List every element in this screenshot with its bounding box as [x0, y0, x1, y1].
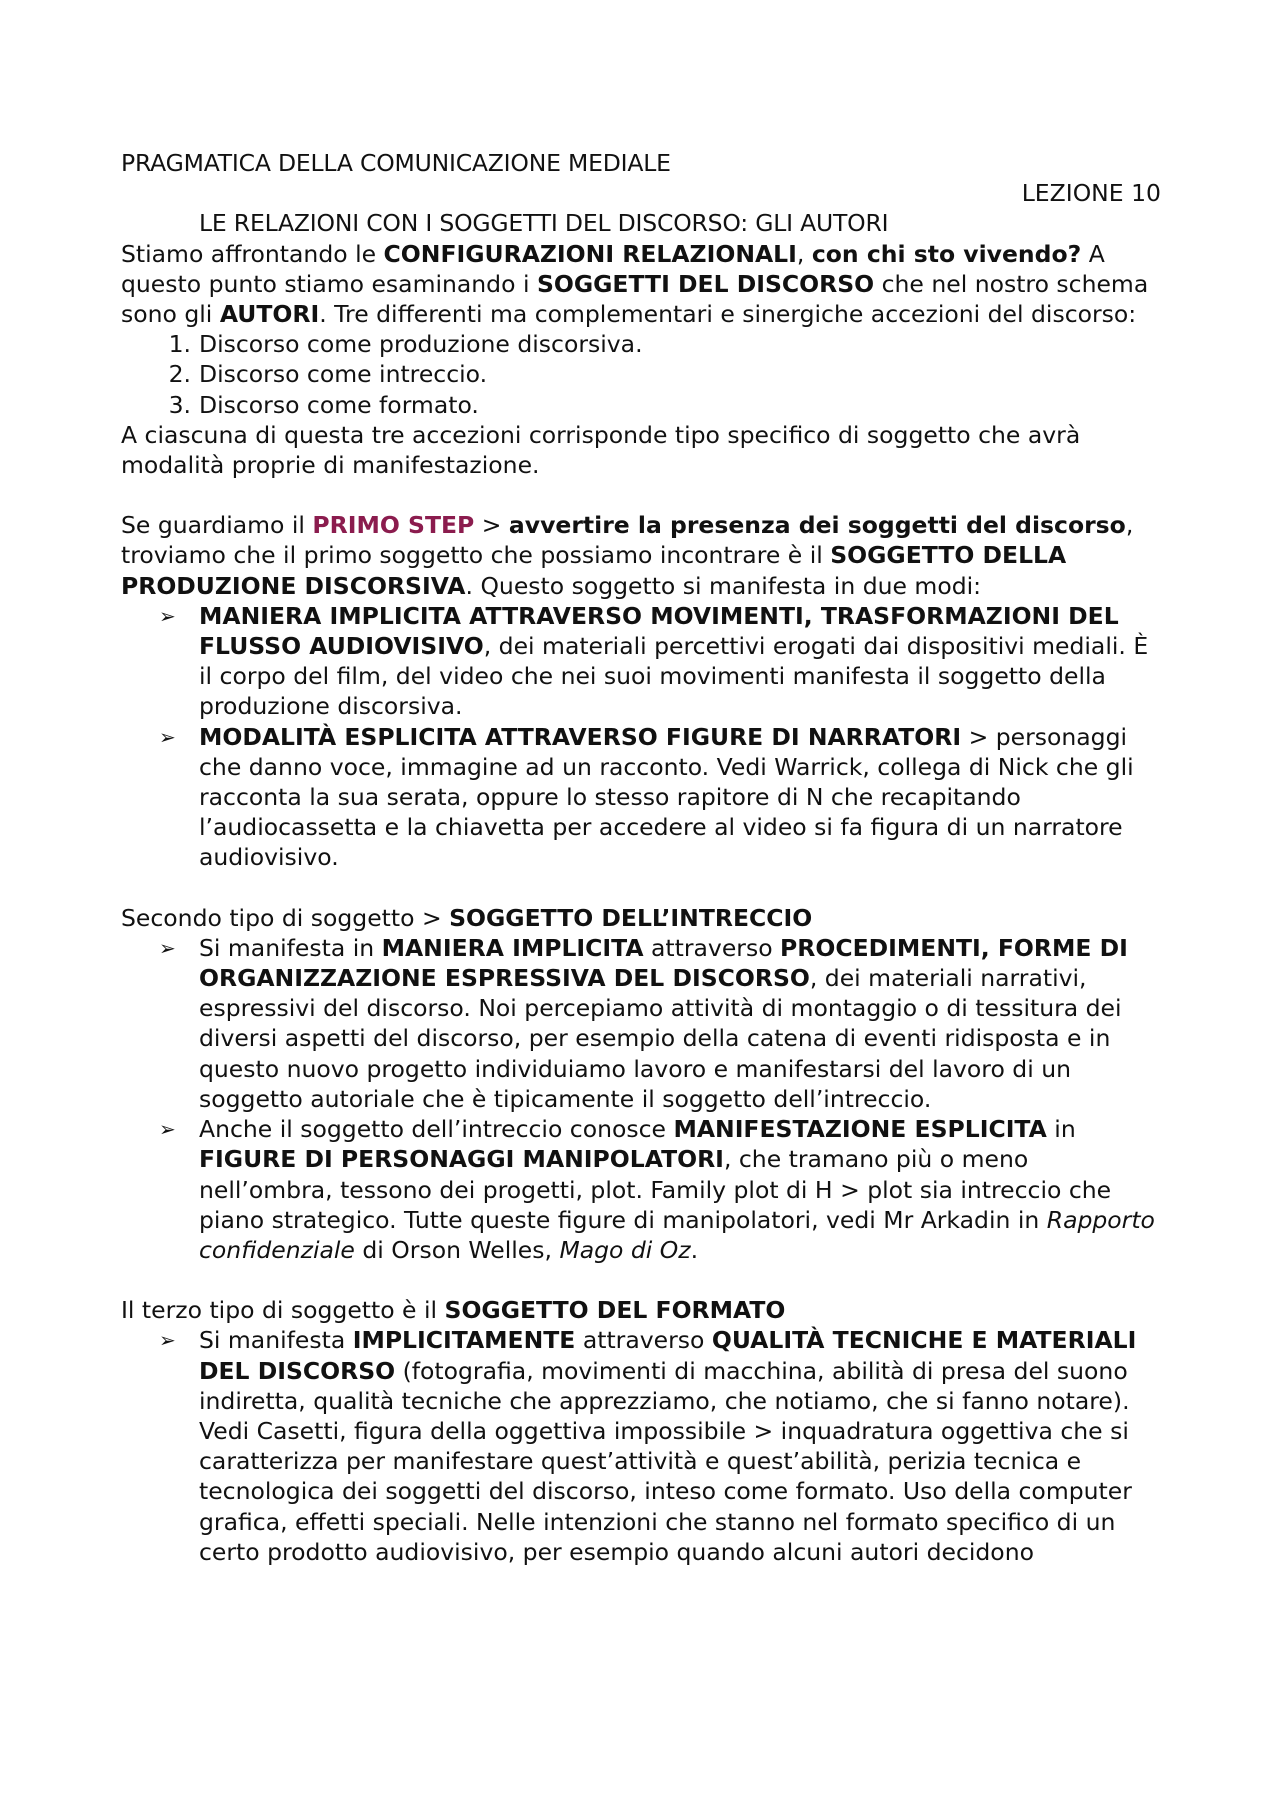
section2-bold-1: SOGGETTO DELL’INTRECCIO: [449, 903, 813, 932]
list-item-text: Discorso come formato.: [199, 390, 479, 419]
section1-bold-2: SOGGETTO DELLA PRODUZIONE DISCORSIVA: [121, 541, 1067, 600]
list-item-text: Discorso come produzione discorsiva.: [199, 330, 643, 359]
arrow-bullet-icon: ➢: [159, 724, 176, 749]
intro-text-4: che nel nostro schema sono gli: [121, 269, 1149, 329]
section1-bold-1: avvertire la presenza dei soggetti del discorso: [508, 511, 1126, 540]
bullet-bold: MANIERA IMPLICITA ATTRAVERSO MOVIMENTI, TRASFORMAZIONI DEL FLUSSO AUDIOVISIVO: [199, 601, 1119, 661]
list-number: 1.: [168, 330, 191, 359]
paragraph-gap: [121, 873, 1161, 903]
intro-bold-3: SOGGETTI DEL DISCORSO: [536, 269, 875, 298]
section1-text-4: . Questo soggetto si manifesta in due modi:: [465, 571, 982, 600]
list-item: [121, 722, 1161, 873]
section2-text-1: Secondo tipo di soggetto >: [121, 903, 450, 932]
list-item: [121, 329, 1161, 359]
paragraph-gap: [121, 1265, 1161, 1295]
list-item: [121, 390, 1161, 420]
bullet-text: in: [1046, 1115, 1076, 1144]
section1-text-1: Se guardiamo il: [121, 511, 313, 540]
bullet-bold: QUALITÀ TECNICHE E MATERIALI DEL DISCORSO: [199, 1326, 1137, 1385]
section1-text-2: >: [474, 511, 509, 540]
film-title: Rapporto confidenziale: [199, 1205, 1155, 1264]
bullet-bold: IMPLICITAMENTE: [352, 1326, 576, 1355]
section3-text-1: Il terzo tipo di soggetto è il: [121, 1296, 445, 1325]
bullet-text: , dei materiali narrativi, espressivi del discorso. Noi percepiamo attività di montaggio o di tessitura dei diversi aspetti del discorso, per esempio della catena di eventi ridisposta e in questo nuovo progetto individuiamo lavoro e manifestarsi del lavoro di un soggetto autoriale che è tipicamente il soggetto dell’intreccio.: [199, 964, 1122, 1113]
paragraph-gap: [121, 480, 1161, 510]
bullet-bold: PROCEDIMENTI, FORME DI ORGANIZZAZIONE ESPRESSIVA DEL DISCORSO: [199, 933, 1128, 993]
bullet-bold: FIGURE DI PERSONAGGI MANIPOLATORI: [199, 1145, 724, 1174]
arrow-bullet-icon: ➢: [159, 1328, 176, 1353]
bullet-text: di Orson Welles,: [354, 1235, 560, 1264]
intro-bold-2: con chi sto vivendo?: [811, 239, 1082, 268]
bullet-text: .: [690, 1235, 699, 1264]
film-title: Mago di Oz: [559, 1235, 691, 1264]
intro-text-1: Stiamo affrontando le: [121, 239, 384, 268]
section3-heading: [121, 1295, 1161, 1325]
section1-text-3: , troviamo che il primo soggetto che possiamo incontrare è il: [121, 511, 1134, 570]
document-title: PRAGMATICA DELLA COMUNICAZIONE MEDIALE: [121, 149, 671, 177]
bullet-bold: MANIERA IMPLICITA: [381, 933, 644, 962]
document-page: [121, 148, 1161, 1567]
list-number: 2.: [168, 360, 191, 389]
section3-bullet-list: [121, 1325, 1161, 1567]
section1-bullet-list: [121, 601, 1161, 873]
section2-heading: [121, 903, 1161, 933]
list-number: 3.: [168, 390, 191, 419]
intro-text-3: A questo punto stiamo esaminando i: [121, 239, 1105, 298]
primo-step-label: PRIMO STEP: [312, 511, 475, 540]
numbered-list: [121, 329, 1161, 420]
intro-text-5: . Tre differenti ma complementari e sinergiche accezioni del discorso:: [319, 300, 1137, 329]
bullet-text: > personaggi che danno voce, immagine ad un racconto. Vedi Warrick, collega di Nick che gli racconta la sua serata, oppure lo stesso rapitore di N che recapitando l’audiocassetta e la chiavetta per accedere al video si fa figura di un narratore audiovisivo.: [199, 722, 1134, 872]
lesson-subtitle: LE RELAZIONI CON I SOGGETTI DEL DISCORSO: GLI AUTORI: [199, 209, 889, 238]
bullet-text: , dei materiali percettivi erogati dai dispositivi mediali. È il corpo del film, del video che nei suoi movimenti manifesta il soggetto della produzione discorsiva.: [199, 632, 1149, 721]
intro-paragraph: [121, 239, 1161, 330]
list-item: [121, 933, 1161, 1114]
bullet-text: Anche il soggetto dell’intreccio conosce: [199, 1115, 674, 1144]
bullet-text: attraverso: [575, 1326, 712, 1355]
list-item: [121, 1114, 1161, 1265]
lesson-number: LEZIONE 10: [1021, 179, 1161, 208]
list-item: [121, 601, 1161, 722]
list-item: [121, 359, 1161, 389]
bullet-text: (fotografia, movimenti di macchina, abilità di presa del suono indiretta, qualità tecniche che apprezziamo, che notiamo, che si fanno notare). Vedi Casetti, figura della oggettiva impossibile > inquadratura oggettiva che si caratterizza per manifestare quest’attività e quest’abilità, perizia tecnica e tecnologica dei soggetti del discorso, inteso come formato. Uso della computer grafica, effetti speciali. Nelle intenzioni che stanno nel formato specifico di un certo prodotto audiovisivo, per esempio quando alcuni autori decidono: [199, 1356, 1132, 1566]
bullet-text: Si manifesta in: [199, 933, 382, 962]
arrow-bullet-icon: ➢: [159, 935, 176, 960]
bullet-bold: MANIFESTAZIONE ESPLICITA: [673, 1115, 1047, 1144]
arrow-bullet-icon: ➢: [159, 603, 176, 628]
section1-paragraph: [121, 510, 1161, 601]
section2-bullet-list: [121, 933, 1161, 1265]
list-item: [121, 1325, 1161, 1567]
bullet-text: attraverso: [643, 933, 781, 962]
section3-bold-1: SOGGETTO DEL FORMATO: [444, 1296, 786, 1325]
intro-text-2: ,: [796, 239, 812, 268]
bullet-text: Si manifesta: [199, 1326, 353, 1355]
list-item-text: Discorso come intreccio.: [199, 360, 488, 389]
intro-bold-4: AUTORI: [219, 300, 320, 329]
bullet-bold: MODALITÀ ESPLICITA ATTRAVERSO FIGURE DI NARRATORI: [199, 722, 962, 751]
arrow-bullet-icon: ➢: [159, 1117, 176, 1142]
bullet-text: , che tramano più o meno nell’ombra, tessono dei progetti, plot. Family plot di H > plot sia intreccio che piano strategico. Tutte queste figure di manipolatori, vedi Mr Arkadin in: [199, 1145, 1112, 1234]
intro-bold-1: CONFIGURAZIONI RELAZIONALI: [383, 239, 797, 268]
after-list-paragraph: A ciascuna di questa tre accezioni corrisponde tipo specifico di soggetto che avrà modalità proprie di manifestazione.: [121, 420, 1081, 480]
